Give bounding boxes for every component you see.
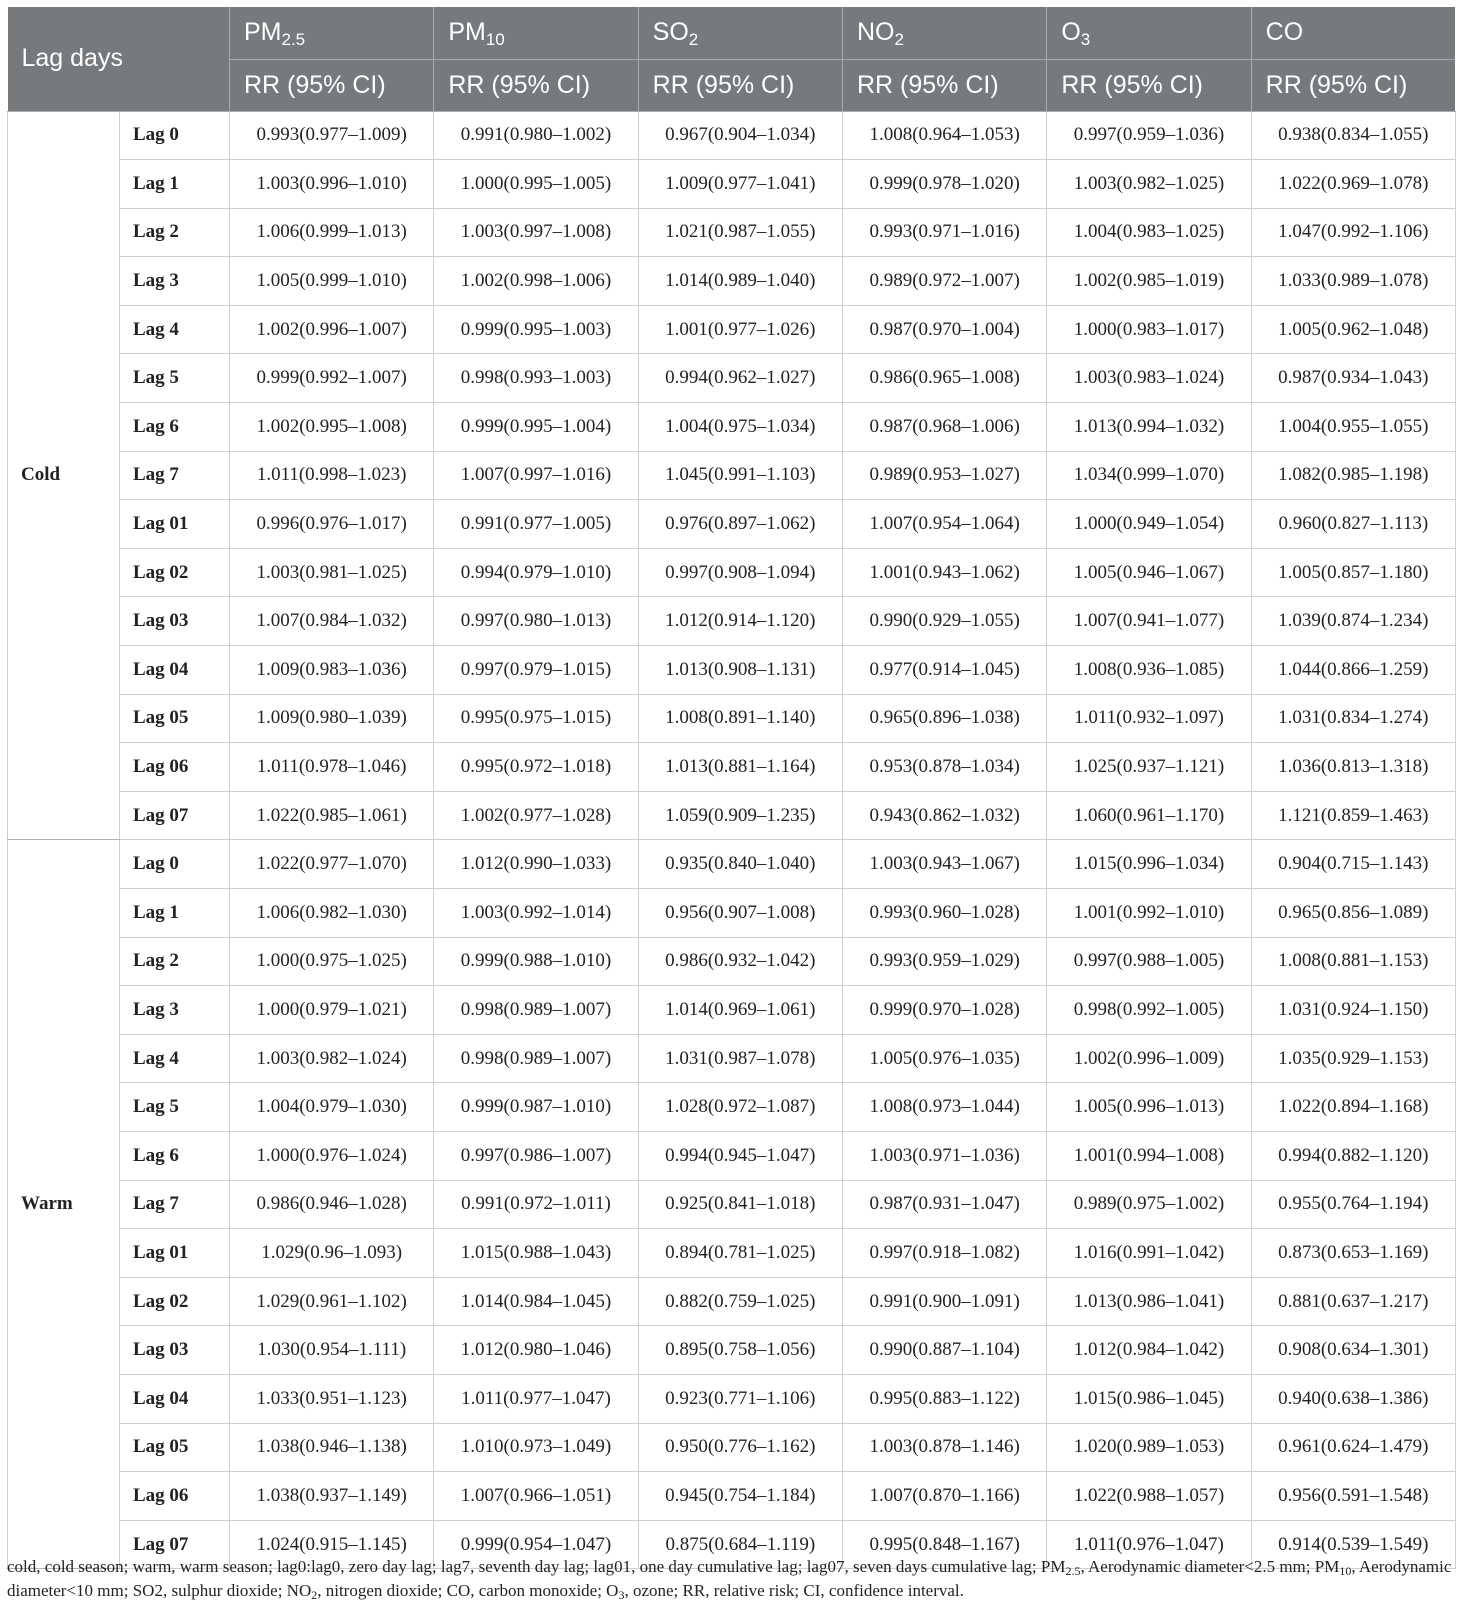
- rr-value-cell: 0.995(0.883–1.122): [842, 1374, 1046, 1423]
- table-row: [8, 403, 1456, 452]
- rr-value-cell: 1.033(0.951–1.123): [230, 1374, 434, 1423]
- rr-value-cell: 1.022(0.894–1.168): [1251, 1083, 1455, 1132]
- rr-value-cell: 0.925(0.841–1.018): [638, 1180, 842, 1229]
- rr-value-cell: 1.013(0.881–1.164): [638, 743, 842, 792]
- rr-value-cell: 1.006(0.999–1.013): [230, 208, 434, 257]
- rr-value-cell: 0.995(0.972–1.018): [434, 743, 638, 792]
- header-pollutant: $NO_2$: [842, 7, 1046, 59]
- lag-label: Lag 0: [120, 111, 230, 160]
- rr-value-cell: 0.994(0.962–1.027): [638, 354, 842, 403]
- rr-value-cell: 1.029(0.961–1.102): [230, 1277, 434, 1326]
- table-row: [8, 1034, 1456, 1083]
- rr-value-cell: 0.998(0.989–1.007): [434, 986, 638, 1035]
- rr-value-cell: 1.013(0.908–1.131): [638, 646, 842, 695]
- rr-value-cell: 0.998(0.992–1.005): [1047, 986, 1251, 1035]
- rr-value-cell: 1.003(0.971–1.036): [842, 1131, 1046, 1180]
- rr-value-cell: 0.987(0.934–1.043): [1251, 354, 1455, 403]
- lag-label: Lag 2: [120, 937, 230, 986]
- rr-value-cell: 1.002(0.996–1.009): [1047, 1034, 1251, 1083]
- table-row: [8, 305, 1456, 354]
- rr-value-cell: 1.121(0.859–1.463): [1251, 791, 1455, 840]
- rr-value-cell: 1.003(0.982–1.025): [1047, 160, 1251, 209]
- rr-value-cell: 1.002(0.996–1.007): [230, 305, 434, 354]
- rr-value-cell: 0.989(0.953–1.027): [842, 451, 1046, 500]
- lag-label: Lag 5: [120, 354, 230, 403]
- table-row: [8, 1326, 1456, 1375]
- rr-value-cell: 0.904(0.715–1.143): [1251, 840, 1455, 889]
- rr-value-cell: 1.001(0.977–1.026): [638, 305, 842, 354]
- rr-value-cell: 1.003(0.943–1.067): [842, 840, 1046, 889]
- rr-value-cell: 0.940(0.638–1.386): [1251, 1374, 1455, 1423]
- rr-value-cell: 1.020(0.989–1.053): [1047, 1423, 1251, 1472]
- lag-label: Lag 01: [120, 1229, 230, 1278]
- table-row: [8, 986, 1456, 1035]
- rr-value-cell: 1.011(0.978–1.046): [230, 743, 434, 792]
- rr-value-cell: 0.997(0.918–1.082): [842, 1229, 1046, 1278]
- rr-value-cell: 0.991(0.972–1.011): [434, 1180, 638, 1229]
- rr-value-cell: 1.008(0.964–1.053): [842, 111, 1046, 160]
- header-rr-ci: RR (95% CI): [230, 59, 434, 111]
- header-pollutant: $PM_{2.5}$: [230, 7, 434, 59]
- footnote-segment: 2.5: [1065, 1564, 1081, 1578]
- rr-value-cell: 1.024(0.915–1.145): [230, 1520, 434, 1569]
- table-row: [8, 111, 1456, 160]
- rr-value-cell: 1.039(0.874–1.234): [1251, 597, 1455, 646]
- rr-value-cell: 0.989(0.972–1.007): [842, 257, 1046, 306]
- rr-value-cell: 1.028(0.972–1.087): [638, 1083, 842, 1132]
- footnote-segment: , Aerodynamic diameter<2.5 mm; PM: [1080, 1557, 1340, 1576]
- rr-value-cell: 1.029(0.96–1.093): [230, 1229, 434, 1278]
- rr-value-cell: 1.014(0.984–1.045): [434, 1277, 638, 1326]
- rr-value-cell: 1.031(0.924–1.150): [1251, 986, 1455, 1035]
- header-rr-ci: RR (95% CI): [1251, 59, 1455, 111]
- rr-value-cell: 1.033(0.989–1.078): [1251, 257, 1455, 306]
- rr-value-cell: 1.060(0.961–1.170): [1047, 791, 1251, 840]
- rr-value-cell: 0.996(0.976–1.017): [230, 500, 434, 549]
- rr-value-cell: 0.986(0.965–1.008): [842, 354, 1046, 403]
- rr-value-cell: 0.999(0.992–1.007): [230, 354, 434, 403]
- header-pollutant: CO: [1251, 7, 1455, 59]
- rr-value-cell: 0.960(0.827–1.113): [1251, 500, 1455, 549]
- rr-value-cell: 0.993(0.959–1.029): [842, 937, 1046, 986]
- lag-label: Lag 1: [120, 160, 230, 209]
- rr-value-cell: 0.956(0.907–1.008): [638, 889, 842, 938]
- header-pollutant: $SO_2$: [638, 7, 842, 59]
- rr-value-cell: 1.003(0.983–1.024): [1047, 354, 1251, 403]
- rr-value-cell: 0.875(0.684–1.119): [638, 1520, 842, 1569]
- rr-value-cell: 0.993(0.977–1.009): [230, 111, 434, 160]
- rr-value-cell: 1.012(0.980–1.046): [434, 1326, 638, 1375]
- rr-value-cell: 1.005(0.999–1.010): [230, 257, 434, 306]
- rr-value-cell: 1.016(0.991–1.042): [1047, 1229, 1251, 1278]
- rr-value-cell: 0.989(0.975–1.002): [1047, 1180, 1251, 1229]
- lag-label: Lag 04: [120, 646, 230, 695]
- rr-value-cell: 0.976(0.897–1.062): [638, 500, 842, 549]
- rr-value-cell: 0.986(0.932–1.042): [638, 937, 842, 986]
- header-rr-ci: RR (95% CI): [434, 59, 638, 111]
- rr-value-cell: 0.935(0.840–1.040): [638, 840, 842, 889]
- rr-value-cell: 0.943(0.862–1.032): [842, 791, 1046, 840]
- rr-value-cell: 0.950(0.776–1.162): [638, 1423, 842, 1472]
- rr-value-cell: 1.015(0.996–1.034): [1047, 840, 1251, 889]
- lag-label: Lag 4: [120, 1034, 230, 1083]
- rr-value-cell: 0.993(0.971–1.016): [842, 208, 1046, 257]
- lag-label: Lag 07: [120, 791, 230, 840]
- table-row: [8, 1229, 1456, 1278]
- table-container: [7, 7, 1455, 1569]
- rr-value-cell: 1.003(0.878–1.146): [842, 1423, 1046, 1472]
- rr-value-cell: 1.059(0.909–1.235): [638, 791, 842, 840]
- footnote-segment: , Aerodynamic diameter<10 mm; SO2, sulphur dioxide; NO: [7, 1557, 1452, 1600]
- rr-value-cell: 0.938(0.834–1.055): [1251, 111, 1455, 160]
- rr-value-cell: 0.977(0.914–1.045): [842, 646, 1046, 695]
- lag-label: Lag 07: [120, 1520, 230, 1569]
- rr-value-cell: 1.007(0.997–1.016): [434, 451, 638, 500]
- rr-value-cell: 1.022(0.969–1.078): [1251, 160, 1455, 209]
- lag-label: Lag 5: [120, 1083, 230, 1132]
- table-row: [8, 548, 1456, 597]
- rr-value-cell: 1.007(0.966–1.051): [434, 1472, 638, 1521]
- rr-value-cell: 0.995(0.848–1.167): [842, 1520, 1046, 1569]
- rr-value-cell: 0.914(0.539–1.549): [1251, 1520, 1455, 1569]
- rr-value-cell: 1.000(0.949–1.054): [1047, 500, 1251, 549]
- rr-value-cell: 1.014(0.989–1.040): [638, 257, 842, 306]
- rr-value-cell: 0.999(0.995–1.003): [434, 305, 638, 354]
- lag-label: Lag 0: [120, 840, 230, 889]
- lag-label: Lag 02: [120, 1277, 230, 1326]
- lag-label: Lag 2: [120, 208, 230, 257]
- rr-value-cell: 1.009(0.977–1.041): [638, 160, 842, 209]
- table-row: [8, 1374, 1456, 1423]
- lag-label: Lag 6: [120, 403, 230, 452]
- rr-value-cell: 1.001(0.943–1.062): [842, 548, 1046, 597]
- rr-value-cell: 0.995(0.975–1.015): [434, 694, 638, 743]
- rr-value-cell: 0.882(0.759–1.025): [638, 1277, 842, 1326]
- rr-value-cell: 1.011(0.998–1.023): [230, 451, 434, 500]
- lag-label: Lag 02: [120, 548, 230, 597]
- rr-value-cell: 0.955(0.764–1.194): [1251, 1180, 1455, 1229]
- rr-value-cell: 0.997(0.986–1.007): [434, 1131, 638, 1180]
- rr-value-cell: 1.012(0.990–1.033): [434, 840, 638, 889]
- rr-value-cell: 0.965(0.896–1.038): [842, 694, 1046, 743]
- rr-value-cell: 0.994(0.945–1.047): [638, 1131, 842, 1180]
- rr-value-cell: 1.000(0.995–1.005): [434, 160, 638, 209]
- lag-label: Lag 05: [120, 1423, 230, 1472]
- rr-value-cell: 1.011(0.976–1.047): [1047, 1520, 1251, 1569]
- rr-value-cell: 0.986(0.946–1.028): [230, 1180, 434, 1229]
- rr-value-cell: 1.009(0.983–1.036): [230, 646, 434, 695]
- rr-value-cell: 0.987(0.931–1.047): [842, 1180, 1046, 1229]
- rr-value-cell: 1.005(0.976–1.035): [842, 1034, 1046, 1083]
- rr-value-cell: 1.031(0.987–1.078): [638, 1034, 842, 1083]
- rr-value-cell: 1.030(0.954–1.111): [230, 1326, 434, 1375]
- lag-label: Lag 3: [120, 986, 230, 1035]
- rr-value-cell: 1.013(0.986–1.041): [1047, 1277, 1251, 1326]
- rr-value-cell: 0.999(0.954–1.047): [434, 1520, 638, 1569]
- lag-label: Lag 7: [120, 1180, 230, 1229]
- rr-value-cell: 1.011(0.932–1.097): [1047, 694, 1251, 743]
- rr-value-cell: 1.015(0.988–1.043): [434, 1229, 638, 1278]
- table-row: [8, 354, 1456, 403]
- footnote-segment: 2: [311, 1588, 318, 1602]
- rr-value-cell: 1.022(0.988–1.057): [1047, 1472, 1251, 1521]
- lag-label: Lag 7: [120, 451, 230, 500]
- header-rr-ci: RR (95% CI): [638, 59, 842, 111]
- rr-value-cell: 0.990(0.887–1.104): [842, 1326, 1046, 1375]
- rr-value-cell: 0.997(0.979–1.015): [434, 646, 638, 695]
- rr-value-cell: 0.997(0.908–1.094): [638, 548, 842, 597]
- rr-value-cell: 1.003(0.997–1.008): [434, 208, 638, 257]
- rr-value-cell: 1.004(0.979–1.030): [230, 1083, 434, 1132]
- rr-value-cell: 1.004(0.983–1.025): [1047, 208, 1251, 257]
- rr-value-cell: 1.012(0.984–1.042): [1047, 1326, 1251, 1375]
- table-body: [8, 111, 1456, 1569]
- rr-value-cell: 1.001(0.994–1.008): [1047, 1131, 1251, 1180]
- rr-value-cell: 1.000(0.983–1.017): [1047, 305, 1251, 354]
- lag-label: Lag 6: [120, 1131, 230, 1180]
- table-row: [8, 500, 1456, 549]
- rr-value-cell: 1.002(0.995–1.008): [230, 403, 434, 452]
- table-row: [8, 694, 1456, 743]
- rr-value-cell: 1.008(0.936–1.085): [1047, 646, 1251, 695]
- table-row: [8, 597, 1456, 646]
- lag-label: Lag 06: [120, 743, 230, 792]
- results-table: [7, 7, 1456, 1569]
- header-lag-days: Lag days: [8, 7, 230, 111]
- rr-value-cell: 1.002(0.985–1.019): [1047, 257, 1251, 306]
- rr-value-cell: 1.012(0.914–1.120): [638, 597, 842, 646]
- header-rr-ci: RR (95% CI): [842, 59, 1046, 111]
- table-row: [8, 840, 1456, 889]
- rr-value-cell: 0.994(0.882–1.120): [1251, 1131, 1455, 1180]
- rr-value-cell: 1.031(0.834–1.274): [1251, 694, 1455, 743]
- table-row: [8, 646, 1456, 695]
- rr-value-cell: 1.038(0.937–1.149): [230, 1472, 434, 1521]
- lag-label: Lag 03: [120, 597, 230, 646]
- table-row: [8, 937, 1456, 986]
- lag-label: Lag 03: [120, 1326, 230, 1375]
- rr-value-cell: 0.997(0.959–1.036): [1047, 111, 1251, 160]
- rr-value-cell: 0.908(0.634–1.301): [1251, 1326, 1455, 1375]
- rr-value-cell: 0.991(0.900–1.091): [842, 1277, 1046, 1326]
- rr-value-cell: 1.013(0.994–1.032): [1047, 403, 1251, 452]
- table-row: [8, 208, 1456, 257]
- rr-value-cell: 1.009(0.980–1.039): [230, 694, 434, 743]
- rr-value-cell: 0.953(0.878–1.034): [842, 743, 1046, 792]
- rr-value-cell: 1.015(0.986–1.045): [1047, 1374, 1251, 1423]
- rr-value-cell: 0.991(0.980–1.002): [434, 111, 638, 160]
- lag-label: Lag 04: [120, 1374, 230, 1423]
- rr-value-cell: 1.000(0.979–1.021): [230, 986, 434, 1035]
- rr-value-cell: 0.997(0.988–1.005): [1047, 937, 1251, 986]
- rr-value-cell: 0.997(0.980–1.013): [434, 597, 638, 646]
- table-row: [8, 743, 1456, 792]
- rr-value-cell: 1.005(0.946–1.067): [1047, 548, 1251, 597]
- table-header: [8, 7, 1456, 111]
- rr-value-cell: 0.961(0.624–1.479): [1251, 1423, 1455, 1472]
- header-pollutant: $PM_{10}$: [434, 7, 638, 59]
- table-row: [8, 257, 1456, 306]
- rr-value-cell: 0.998(0.993–1.003): [434, 354, 638, 403]
- footnote-segment: , nitrogen dioxide; CO, carbon monoxide; O: [317, 1581, 619, 1600]
- rr-value-cell: 0.987(0.970–1.004): [842, 305, 1046, 354]
- table-row: [8, 791, 1456, 840]
- rr-value-cell: 1.038(0.946–1.138): [230, 1423, 434, 1472]
- rr-value-cell: 1.047(0.992–1.106): [1251, 208, 1455, 257]
- rr-value-cell: 0.895(0.758–1.056): [638, 1326, 842, 1375]
- lag-label: Lag 3: [120, 257, 230, 306]
- table-row: [8, 1083, 1456, 1132]
- rr-value-cell: 1.007(0.984–1.032): [230, 597, 434, 646]
- rr-value-cell: 1.021(0.987–1.055): [638, 208, 842, 257]
- footnote-segment: , ozone; RR, relative risk; CI, confidence interval.: [624, 1581, 964, 1600]
- rr-value-cell: 0.945(0.754–1.184): [638, 1472, 842, 1521]
- rr-value-cell: 0.923(0.771–1.106): [638, 1374, 842, 1423]
- rr-value-cell: 1.034(0.999–1.070): [1047, 451, 1251, 500]
- rr-value-cell: 1.004(0.975–1.034): [638, 403, 842, 452]
- rr-value-cell: 1.006(0.982–1.030): [230, 889, 434, 938]
- lag-label: Lag 4: [120, 305, 230, 354]
- rr-value-cell: 0.987(0.968–1.006): [842, 403, 1046, 452]
- rr-value-cell: 1.008(0.881–1.153): [1251, 937, 1455, 986]
- rr-value-cell: 1.082(0.985–1.198): [1251, 451, 1455, 500]
- rr-value-cell: 1.008(0.891–1.140): [638, 694, 842, 743]
- rr-value-cell: 1.044(0.866–1.259): [1251, 646, 1455, 695]
- header-rr-ci: RR (95% CI): [1047, 59, 1251, 111]
- header-pollutant: $O_3$: [1047, 7, 1251, 59]
- rr-value-cell: 0.894(0.781–1.025): [638, 1229, 842, 1278]
- rr-value-cell: 1.004(0.955–1.055): [1251, 403, 1455, 452]
- rr-value-cell: 1.010(0.973–1.049): [434, 1423, 638, 1472]
- table-row: [8, 1131, 1456, 1180]
- lag-label: Lag 06: [120, 1472, 230, 1521]
- footnote-segment: 10: [1339, 1564, 1352, 1578]
- rr-value-cell: 1.036(0.813–1.318): [1251, 743, 1455, 792]
- rr-value-cell: 0.999(0.988–1.010): [434, 937, 638, 986]
- table-row: [8, 1472, 1456, 1521]
- table-footnote: [7, 1555, 1455, 1603]
- rr-value-cell: 1.002(0.998–1.006): [434, 257, 638, 306]
- rr-value-cell: 1.003(0.996–1.010): [230, 160, 434, 209]
- rr-value-cell: 1.005(0.857–1.180): [1251, 548, 1455, 597]
- table-row: [8, 160, 1456, 209]
- rr-value-cell: 0.993(0.960–1.028): [842, 889, 1046, 938]
- rr-value-cell: 1.014(0.969–1.061): [638, 986, 842, 1035]
- rr-value-cell: 1.007(0.941–1.077): [1047, 597, 1251, 646]
- rr-value-cell: 0.999(0.995–1.004): [434, 403, 638, 452]
- rr-value-cell: 1.000(0.975–1.025): [230, 937, 434, 986]
- rr-value-cell: 0.967(0.904–1.034): [638, 111, 842, 160]
- table-row: [8, 1180, 1456, 1229]
- rr-value-cell: 1.007(0.870–1.166): [842, 1472, 1046, 1521]
- rr-value-cell: 0.999(0.987–1.010): [434, 1083, 638, 1132]
- rr-value-cell: 0.991(0.977–1.005): [434, 500, 638, 549]
- rr-value-cell: 1.022(0.985–1.061): [230, 791, 434, 840]
- rr-value-cell: 0.990(0.929–1.055): [842, 597, 1046, 646]
- rr-value-cell: 1.022(0.977–1.070): [230, 840, 434, 889]
- footnote-segment: cold, cold season; warm, warm season; lag0:lag0, zero day lag; lag7, seventh day lag; lag01, one day cumulative lag; lag07, seven days cumulative lag; PM: [7, 1557, 1066, 1576]
- rr-value-cell: 1.001(0.992–1.010): [1047, 889, 1251, 938]
- season-label: Cold: [8, 111, 120, 840]
- rr-value-cell: 0.873(0.653–1.169): [1251, 1229, 1455, 1278]
- lag-label: Lag 05: [120, 694, 230, 743]
- rr-value-cell: 0.994(0.979–1.010): [434, 548, 638, 597]
- rr-value-cell: 1.000(0.976–1.024): [230, 1131, 434, 1180]
- lag-label: Lag 1: [120, 889, 230, 938]
- rr-value-cell: 0.965(0.856–1.089): [1251, 889, 1455, 938]
- rr-value-cell: 1.011(0.977–1.047): [434, 1374, 638, 1423]
- table-row: [8, 451, 1456, 500]
- rr-value-cell: 1.035(0.929–1.153): [1251, 1034, 1455, 1083]
- table-row: [8, 1423, 1456, 1472]
- footnote-segment: 3: [618, 1588, 625, 1602]
- rr-value-cell: 1.005(0.996–1.013): [1047, 1083, 1251, 1132]
- rr-value-cell: 1.007(0.954–1.064): [842, 500, 1046, 549]
- rr-value-cell: 1.003(0.982–1.024): [230, 1034, 434, 1083]
- rr-value-cell: 0.999(0.978–1.020): [842, 160, 1046, 209]
- season-label: Warm: [8, 840, 120, 1569]
- rr-value-cell: 0.956(0.591–1.548): [1251, 1472, 1455, 1521]
- table-row: [8, 1277, 1456, 1326]
- table-row: [8, 889, 1456, 938]
- rr-value-cell: 1.008(0.973–1.044): [842, 1083, 1046, 1132]
- rr-value-cell: 1.005(0.962–1.048): [1251, 305, 1455, 354]
- rr-value-cell: 1.045(0.991–1.103): [638, 451, 842, 500]
- rr-value-cell: 1.003(0.992–1.014): [434, 889, 638, 938]
- rr-value-cell: 0.881(0.637–1.217): [1251, 1277, 1455, 1326]
- rr-value-cell: 1.025(0.937–1.121): [1047, 743, 1251, 792]
- rr-value-cell: 0.998(0.989–1.007): [434, 1034, 638, 1083]
- rr-value-cell: 0.999(0.970–1.028): [842, 986, 1046, 1035]
- rr-value-cell: 1.003(0.981–1.025): [230, 548, 434, 597]
- rr-value-cell: 1.002(0.977–1.028): [434, 791, 638, 840]
- lag-label: Lag 01: [120, 500, 230, 549]
